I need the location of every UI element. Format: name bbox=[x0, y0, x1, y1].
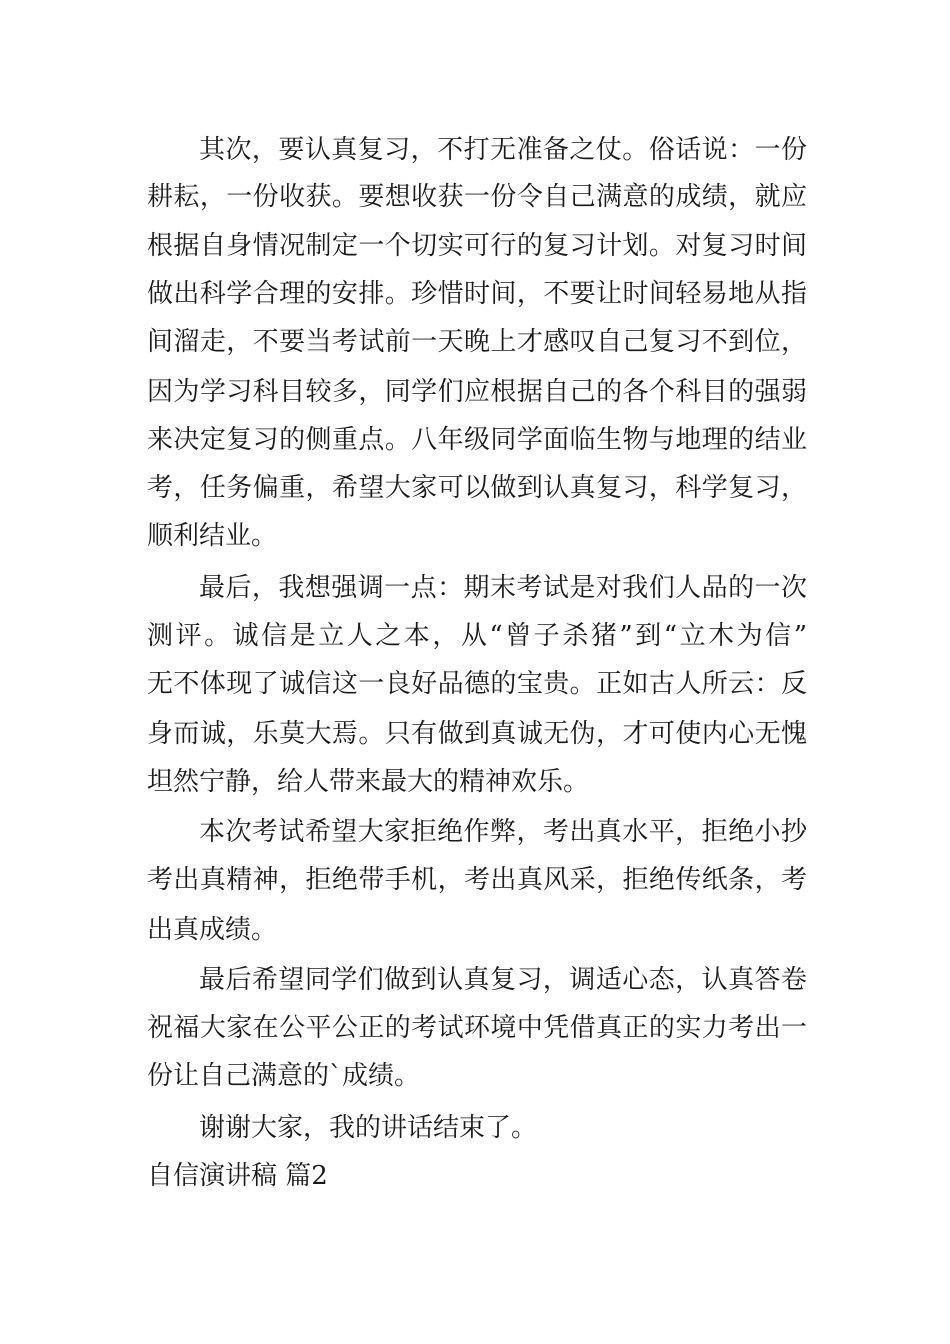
paragraph-2-line-2: 测评。诚信是立人之本，从“曾子杀猪”到“立木为信” bbox=[147, 621, 807, 651]
paragraph-2-line-1: 最后，我想强调一点：期末考试是对我们人品的一次 bbox=[199, 573, 807, 603]
paragraph-3-line-2: 考出真精神，拒绝带手机，考出真风采，拒绝传纸条，考 bbox=[147, 865, 807, 895]
paragraph-5-line-1: 谢谢大家，我的讲话结束了。 bbox=[199, 1113, 538, 1143]
paragraph-1-line-7: 来决定复习的侧重点。八年级同学面临生物与地理的结业 bbox=[147, 425, 807, 455]
paragraph-3-line-3: 出真成绩。 bbox=[147, 915, 278, 945]
paragraph-1-line-1: 其次，要认真复习，不打无准备之仗。俗话说：一份 bbox=[199, 135, 807, 165]
paragraph-1-line-8: 考，任务偏重，希望大家可以做到认真复习，科学复习， bbox=[147, 473, 807, 503]
paragraph-4-line-1: 最后希望同学们做到认真复习，调适心态，认真答卷 bbox=[199, 965, 807, 995]
paragraph-4-line-3: 份让自己满意的`成绩。 bbox=[147, 1061, 421, 1091]
paragraph-1-line-5: 间溜走，不要当考试前一天晚上才感叹自己复习不到位， bbox=[147, 327, 807, 357]
paragraph-1-line-2: 耕耘，一份收获。要想收获一份令自己满意的成绩，就应 bbox=[147, 182, 807, 212]
paragraph-2-line-5: 坦然宁静，给人带来最大的精神欢乐。 bbox=[147, 767, 590, 797]
paragraph-1-line-3: 根据自身情况制定一个切实可行的复习计划。对复习时间 bbox=[147, 231, 807, 261]
paragraph-2-line-4: 身而诚，乐莫大焉。只有做到真诚无伪，才可使内心无愧 bbox=[147, 719, 807, 749]
paragraph-4-line-2: 祝福大家在公平公正的考试环境中凭借真正的实力考出一 bbox=[147, 1013, 807, 1043]
paragraph-1-line-9: 顺利结业。 bbox=[147, 521, 278, 551]
paragraph-1-line-4: 做出科学合理的安排。珍惜时间，不要让时间轻易地从指 bbox=[147, 279, 807, 309]
paragraph-1-line-6: 因为学习科目较多，同学们应根据自己的各个科目的强弱 bbox=[147, 377, 807, 407]
section-heading: 自信演讲稿 篇2 bbox=[147, 1161, 328, 1191]
paragraph-3-line-1: 本次考试希望大家拒绝作弊，考出真水平，拒绝小抄 bbox=[199, 817, 807, 847]
paragraph-2-line-3: 无不体现了诚信这一良好品德的宝贵。正如古人所云：反 bbox=[147, 669, 807, 699]
